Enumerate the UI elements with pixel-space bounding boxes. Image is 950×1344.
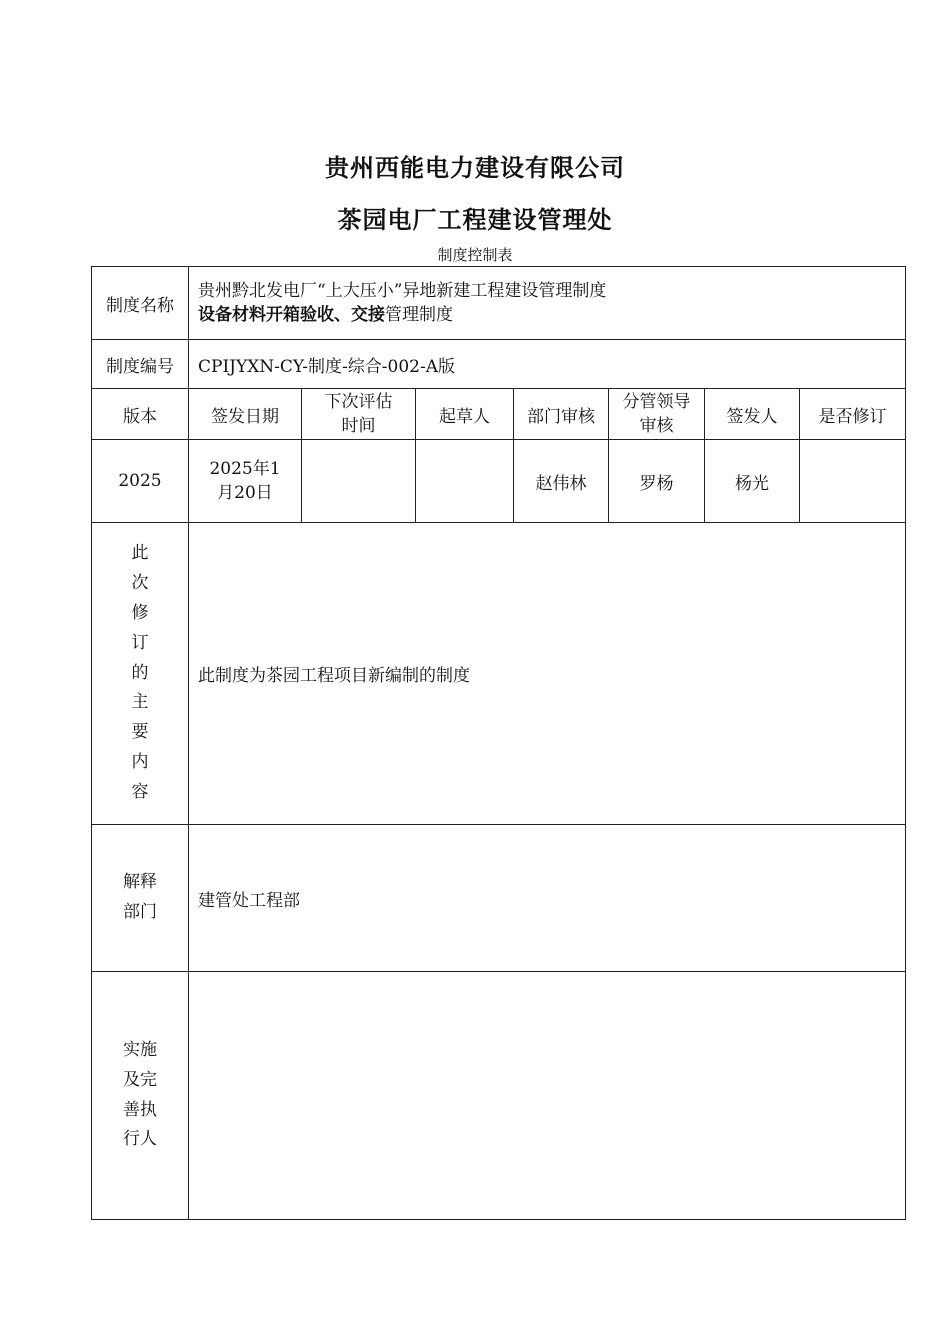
row-revision	[92, 523, 906, 825]
revision-label-char: 要	[131, 722, 149, 743]
row-code	[92, 340, 906, 389]
row-name	[92, 267, 906, 340]
header-issue-date: 签发日期	[189, 389, 302, 440]
execution-label-line: 实施	[123, 1039, 157, 1060]
header-next-eval-line1: 下次评估	[324, 392, 393, 412]
revision-label-char: 的	[131, 662, 149, 683]
name-line2	[198, 303, 905, 327]
revision-label-char: 订	[131, 632, 149, 653]
row-values	[92, 440, 906, 523]
value-version: 2025	[92, 440, 189, 523]
revision-label-char: 容	[131, 781, 149, 802]
execution-label	[92, 972, 189, 1220]
interpretation-label-line2: 部门	[123, 902, 157, 922]
header-revised: 是否修订	[800, 389, 906, 440]
value-issuer: 杨光	[705, 440, 800, 523]
interpretation-label	[92, 825, 189, 972]
name-line2-bold: 设备材料开箱验收、交接	[198, 305, 385, 325]
code-value: CPIJYXN-CY-制度-综合-002-A版	[189, 340, 906, 389]
name-value	[189, 267, 906, 340]
value-leader: 罗杨	[609, 440, 705, 523]
value-dept-review: 赵伟林	[514, 440, 609, 523]
execution-label-line: 行人	[123, 1129, 157, 1150]
name-line1: 贵州黔北发电厂“上大压小”异地新建工程建设管理制度	[198, 281, 607, 301]
company-title: 贵州西能电力建设有限公司	[325, 154, 625, 182]
interpretation-label-line1: 解释	[123, 872, 157, 893]
row-execution	[92, 972, 906, 1220]
revision-label-char: 修	[131, 603, 149, 623]
header-version: 版本	[92, 389, 189, 440]
name-line2-rest: 管理制度	[385, 305, 453, 325]
row-headers	[92, 389, 906, 440]
department-title: 茶园电厂工程建设管理处	[337, 206, 613, 234]
value-revised	[800, 440, 906, 523]
execution-content	[189, 972, 906, 1220]
revision-label-char: 主	[131, 692, 149, 713]
value-issue-date-line1: 2025年1	[209, 459, 281, 479]
value-next-eval	[302, 440, 416, 523]
header-leader-line1: 分管领导	[622, 392, 691, 412]
revision-label-char: 此	[131, 543, 149, 564]
control-table	[91, 266, 906, 1220]
header-next-eval	[302, 389, 416, 440]
value-issue-date	[189, 440, 302, 523]
revision-content: 此制度为茶园工程项目新编制的制度	[189, 523, 906, 825]
revision-label	[92, 523, 189, 825]
header-leader-review	[609, 389, 705, 440]
name-label: 制度名称	[92, 267, 189, 340]
form-title: 制度控制表	[437, 246, 513, 264]
header-drafter: 起草人	[416, 389, 514, 440]
header-next-eval-line2: 时间	[341, 416, 376, 436]
value-drafter	[416, 440, 514, 523]
revision-label-char: 内	[131, 751, 149, 772]
value-issue-date-line2: 月20日	[217, 483, 273, 503]
revision-label-char: 次	[131, 573, 149, 594]
header-leader-line2: 审核	[639, 416, 674, 436]
header-issuer: 签发人	[705, 389, 800, 440]
interpretation-content: 建管处工程部	[189, 825, 906, 972]
row-interpretation	[92, 825, 906, 972]
header-dept-review: 部门审核	[514, 389, 609, 440]
execution-label-line: 善执	[123, 1099, 157, 1120]
execution-label-line: 及完	[123, 1069, 157, 1090]
code-label: 制度编号	[92, 340, 189, 389]
